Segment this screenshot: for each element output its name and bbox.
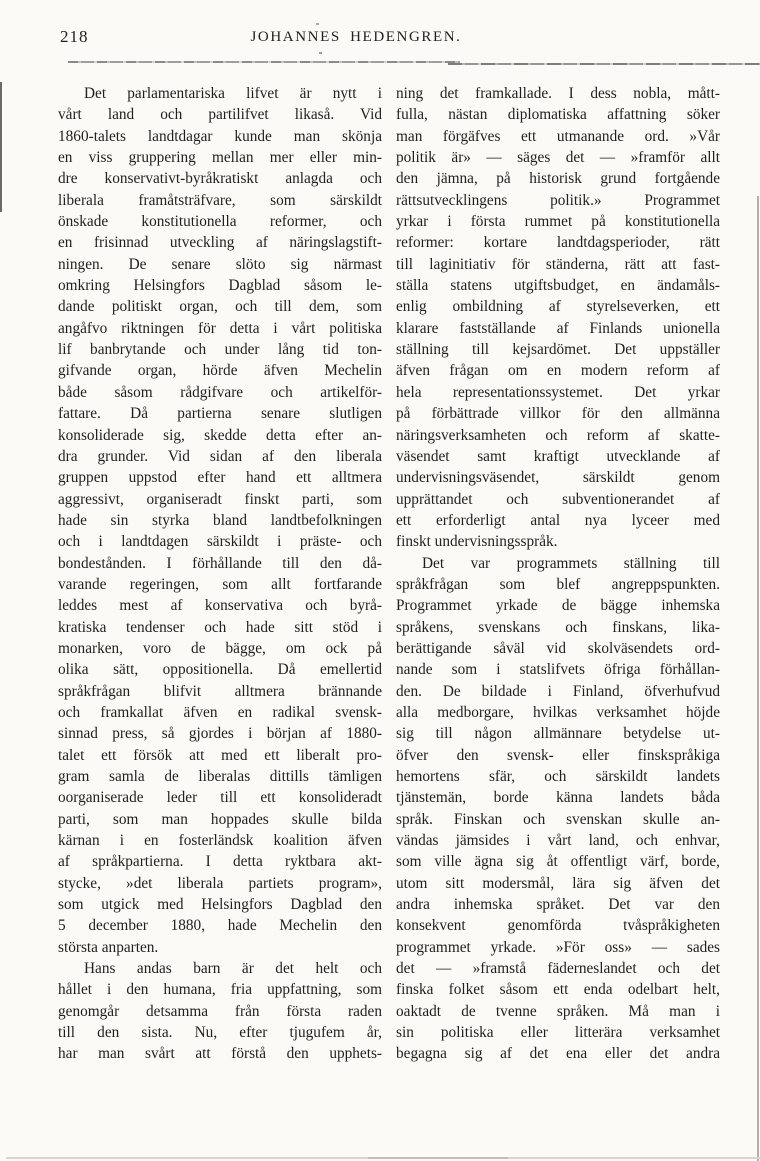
- text-line: omkring Helsingfors Dagblad såsom le-: [58, 277, 382, 295]
- text-line: lif banbrytande och under lång tid ton-: [58, 341, 382, 359]
- text-line: och i landtdagen särskildt i präste- och: [58, 533, 382, 551]
- text-line: den. De bildade i Finland, öfverhufvud: [396, 682, 720, 700]
- column-left: [58, 83, 382, 1065]
- text-line: andra inhemska språket. Det var den: [396, 896, 720, 914]
- text-line: dra grunder. Vid sidan af den liberala: [58, 447, 382, 465]
- text-line: aggressivt, organiseradt finskt parti, som: [58, 490, 382, 508]
- text-line: språk. Finskan och svenskan skulle an-: [396, 810, 720, 828]
- text-line: fattare. Då partierna senare slutligen: [58, 405, 382, 423]
- text-line: kärnan i en fosterländsk koalition äfven: [58, 832, 382, 850]
- text-line: öfver den svensk- eller finskspråkiga: [396, 746, 720, 764]
- text-line: oaktadt de tvenne språken. Må man i: [396, 1002, 720, 1020]
- text-line: utom sitt modersmål, lära sig äfven det: [396, 874, 720, 892]
- paragraph: [396, 553, 720, 1065]
- text-line: den jämna, på historisk grund fortgående: [396, 170, 720, 188]
- text-line: genomgår detsamma från första raden: [58, 1002, 382, 1020]
- text-line: undervisningsväsendet, särskildt genom: [396, 469, 720, 487]
- text-line: ställa statens utgiftsbudget, en ändamåls-: [396, 277, 720, 295]
- text-line: till den sista. Nu, efter tjugufem år,: [58, 1024, 382, 1042]
- page-number: 218: [60, 27, 89, 46]
- text-line: monarken, voro de bägge, om ock på: [58, 639, 382, 657]
- text-line: varande regeringen, som allt fortfarande: [58, 575, 382, 593]
- text-line: nande som i statslifvets öfriga förhållan-: [396, 661, 720, 679]
- column-right: [396, 83, 720, 1065]
- text-line: väsendet samt kraftigt utvecklande af: [396, 447, 720, 465]
- text-line: upprättandet och subventionerandet af: [396, 490, 720, 508]
- paragraph: [396, 83, 720, 553]
- text-line: liberala framåtsträfvare, som särskildt: [58, 191, 382, 209]
- scan-edge-bottom-artifact: [368, 1157, 508, 1159]
- text-line: sig till någon allmännare betydelse ut-: [396, 725, 720, 743]
- text-line: bondestånden. I förhållande till den då-: [58, 554, 382, 572]
- text-line: en viss gruppering mellan mer eller min-: [58, 149, 382, 167]
- text-line: gruppen uppstod efter hand ett alltmera: [58, 469, 382, 487]
- text-line: ställning till kejsardömet. Det uppställer: [396, 341, 720, 359]
- text-line: önskade konstitutionella reformer, och: [58, 213, 382, 231]
- text-line: vändas jämsides i vårt land, och enhvar,: [396, 832, 720, 850]
- text-line: sin politiska eller litterära verksamhet: [396, 1024, 720, 1042]
- text-line: som ville ägna sig åt offentligt värf, borde,: [396, 853, 720, 871]
- text-line: programmet yrkade. »För oss» — sades: [396, 938, 720, 956]
- paragraph: [58, 83, 382, 958]
- running-title: JOHANNES HEDENGREN.: [250, 29, 462, 45]
- text-line: alla medborgare, hvilkas verksamhet höjde: [396, 703, 720, 721]
- text-line: som utgick med Helsingfors Dagblad den: [58, 896, 382, 914]
- text-line: 5 december 1880, hade Mechelin den: [58, 917, 382, 935]
- text-line: konsoliderade sig, skedde detta efter an-: [58, 426, 382, 444]
- scan-edge-right-artifact: [757, 196, 759, 1161]
- text-line: reformer: kortare landtdagsperioder, rätt: [396, 234, 720, 252]
- text-line: vårt land och partilifvet likaså. Vid: [58, 106, 382, 124]
- scan-speck: [316, 23, 319, 25]
- text-line: ett erforderligt antal nya lyceer med: [396, 511, 720, 529]
- text-line: konsekvent genomförda tvåspråkigheten: [396, 917, 720, 935]
- text-line: hållet i den humana, fria uppfattning, som: [58, 981, 382, 999]
- text-line: talet ett försök att med ett liberalt pro-: [58, 746, 382, 764]
- text-line: 1860-talets landtdagar kunde man skönja: [58, 127, 382, 145]
- text-line: Det var programmets ställning till: [422, 554, 720, 572]
- text-line: gifvande organ, hörde äfven Mechelin: [58, 362, 382, 380]
- text-line: största anparten.: [58, 938, 159, 956]
- text-line: berättigande såväl vid skolväsendets ord-: [396, 639, 720, 657]
- text-line: en frisinnad utveckling af näringslagstift-: [58, 234, 382, 252]
- paragraph: [58, 958, 382, 1065]
- text-line: ning det framkallade. I dess nobla, mått-: [396, 85, 720, 102]
- text-line: politik är» — säges det — »framför allt: [396, 149, 720, 167]
- text-line: angåfvo riktningen för detta i vårt politiska: [58, 319, 382, 337]
- text-line: man förgäfves ett utmanande ord. »Vår: [396, 127, 720, 145]
- text-line: språkfrågan som blef angreppspunkten.: [396, 575, 720, 593]
- text-line: fulla, nästan diplomatiska affattning söker: [396, 106, 720, 124]
- text-line: Det parlamentariska lifvet är nytt i: [84, 85, 382, 102]
- text-line: gram samla de liberalas dittills tämligen: [58, 768, 382, 785]
- text-line: näringsverksamheten och reform af skatte-: [396, 426, 720, 444]
- text-line: språkens, svenskans och finskans, lika-: [396, 618, 720, 636]
- text-line: både såsom rådgifvare och artikelför-: [58, 383, 382, 401]
- text-line: ningen. De senare slöto sig närmast: [58, 255, 382, 273]
- text-line: hemortens sfär, och särskildt landets: [396, 768, 720, 785]
- text-line: Programmet yrkade de bägge inhemska: [396, 597, 720, 615]
- text-line: till laginitiativ för ständerna, rätt att fast-: [396, 255, 720, 273]
- text-line: stycke, »det liberala partiets program»,: [58, 874, 382, 892]
- text-line: tjänstemän, borde känna landets båda: [396, 789, 720, 807]
- page-header: [0, 0, 760, 70]
- text-line: finska folket såsom ett enda odelbart helt,: [396, 981, 720, 999]
- text-line: leddes mest af konservativa och byrå-: [58, 597, 382, 615]
- text-line: det — »framstå fäderneslandet och det: [396, 960, 720, 978]
- header-rule-right-segment: [448, 63, 760, 65]
- text-line: hade sin styrka bland landtbefolkningen: [58, 511, 382, 529]
- text-line: hela representationssystemet. Det yrkar: [396, 383, 720, 401]
- scan-speck: [319, 52, 322, 54]
- text-line: äfven frågan om en modern reform af: [396, 362, 720, 380]
- text-line: olika sätt, oppositionella. Då emellertid: [58, 661, 382, 679]
- text-line: af språkpartierna. I detta ryktbara akt-: [58, 853, 382, 871]
- text-line: på förbättrade villkor för den allmänna: [396, 405, 720, 423]
- scan-edge-left-artifact: [0, 82, 2, 212]
- header-rule-left-segment: [68, 61, 460, 63]
- text-line: språkfrågan blifvit alltmera brännande: [58, 682, 382, 700]
- text-line: begagna sig af det ena eller det andra: [396, 1045, 720, 1063]
- text-line: och framkallat äfven en radikal svensk-: [58, 703, 382, 721]
- text-line: yrkar i första rummet på konstitutionella: [396, 213, 720, 231]
- text-line: dre konservativt-byråkratiskt anlagda och: [58, 170, 382, 188]
- text-line: har man svårt att förstå den upphets-: [58, 1045, 382, 1063]
- text-line: sinnad press, så gjordes i början af 1880-: [58, 725, 382, 743]
- text-line: kratiska tendenser och hade sitt stöd i: [58, 618, 382, 636]
- text-line: Hans andas barn är det helt och: [84, 960, 382, 978]
- text-line: finskt undervisningsspråk.: [396, 533, 558, 551]
- text-line: parti, som man hoppades skulle bilda: [58, 810, 382, 828]
- text-line: enlig ombildning af styrelseverken, ett: [396, 298, 720, 316]
- text-line: dande politiskt organ, och till dem, som: [58, 298, 382, 316]
- text-line: oorganiserade leder till ett konsolideradt: [58, 789, 382, 807]
- text-block: [58, 83, 720, 1065]
- text-line: klarare fastställande af Finlands unionella: [396, 319, 720, 337]
- text-line: rättsutvecklingens politik.» Programmet: [396, 191, 720, 209]
